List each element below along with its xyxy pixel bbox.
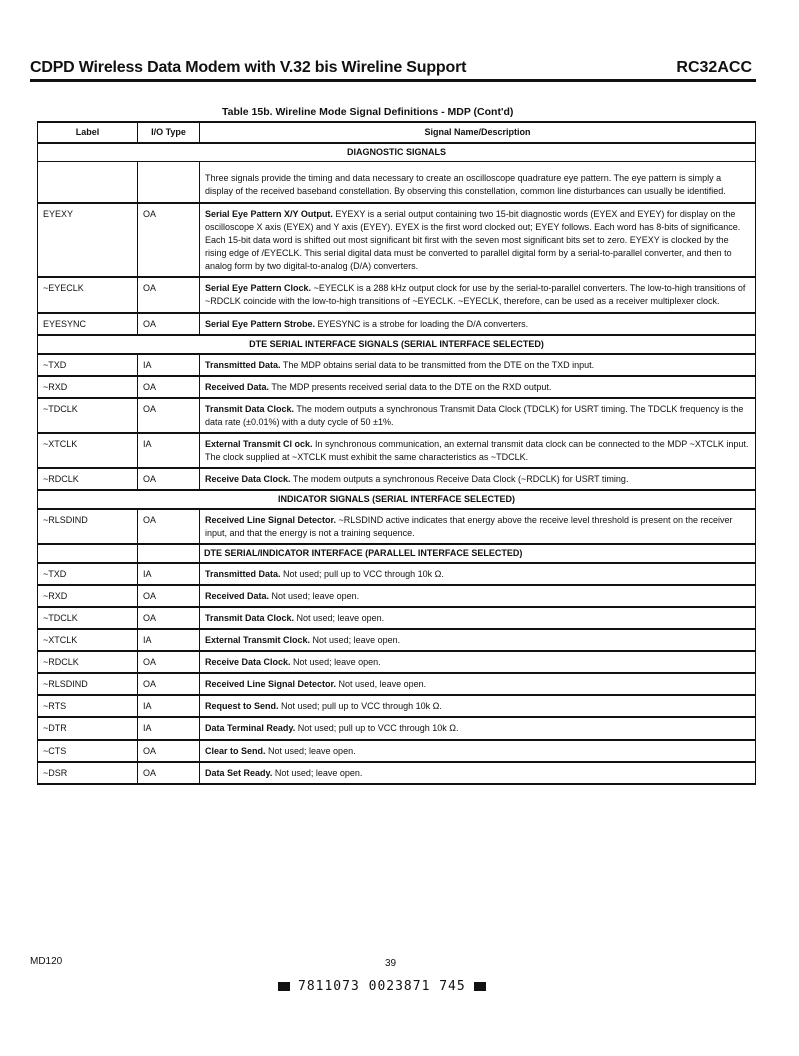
- signal-io-type: OA: [138, 509, 200, 544]
- signal-io-type: OA: [138, 762, 200, 784]
- signal-row: [38, 398, 756, 433]
- signal-row: [38, 607, 756, 629]
- signal-label: ~RDCLK: [38, 651, 138, 673]
- document-title: CDPD Wireless Data Modem with V.32 bis Wireline Support: [30, 59, 467, 76]
- signal-io-type: IA: [138, 433, 200, 468]
- section-heading-parallel: DTE SERIAL/INDICATOR INTERFACE (PARALLEL INTERFACE SELECTED): [200, 544, 756, 563]
- signal-io-type: OA: [138, 651, 200, 673]
- empty-cell: [138, 162, 200, 204]
- signal-description: Not used; leave open.: [265, 745, 356, 756]
- section-row-dte-serial: [38, 335, 756, 354]
- signal-io-type: IA: [138, 563, 200, 585]
- signal-io-type: OA: [138, 585, 200, 607]
- section-heading-diagnostic: DIAGNOSTIC SIGNALS: [38, 143, 756, 162]
- signal-description: The MDP obtains serial data to be transmitted from the DTE on the TXD input.: [280, 359, 595, 370]
- signal-name: Received Data.: [205, 591, 270, 602]
- empty-cell: [38, 162, 138, 204]
- signal-label: ~RLSDIND: [38, 509, 138, 544]
- signal-io-type: OA: [138, 203, 200, 277]
- signal-name: Data Terminal Ready.: [205, 723, 296, 734]
- signal-description: ~EYECLK is a 288 kHz output clock for use by the serial-to-parallel converters. The low-to-high transitions of ~RDCLK coincide with the low-to-high transitions of ~EYECLK. ~EYECLK, therefore, can be used as a receiver multiplexer clock.: [205, 283, 746, 307]
- signal-row: [38, 354, 756, 376]
- signal-name: Data Set Ready.: [205, 767, 273, 778]
- signal-name: External Transmit Clock.: [205, 635, 311, 646]
- barcode-text: 7811073 0023871 745: [298, 979, 466, 994]
- signal-label: ~RLSDIND: [38, 673, 138, 695]
- signal-row: [38, 629, 756, 651]
- signal-description: ~RLSDIND active indicates that energy above the receive level threshold is present on the receiver input, and that the energy is not a training sequence.: [205, 514, 733, 539]
- signal-description-cell: [200, 398, 756, 433]
- signal-description-cell: [200, 313, 756, 335]
- signal-io-type: OA: [138, 468, 200, 490]
- signal-label: ~TXD: [38, 354, 138, 376]
- signal-name: Serial Eye Pattern Clock.: [205, 283, 312, 294]
- signal-label: ~DTR: [38, 717, 138, 739]
- signal-row: [38, 740, 756, 762]
- section-row-indicator: [38, 490, 756, 509]
- signal-description-cell: [200, 740, 756, 762]
- diagnostic-intro-text: Three signals provide the timing and data necessary to create an oscilloscope quadrature eye pattern. The eye pattern is simply a display of the received baseband constellation. By observing this constellation, common line disturbances can usually be identified.: [200, 162, 756, 204]
- signal-io-type: OA: [138, 607, 200, 629]
- section-heading-indicator: INDICATOR SIGNALS (SERIAL INTERFACE SELECTED): [38, 490, 756, 509]
- signal-description-cell: [200, 277, 756, 312]
- signal-label: ~TDCLK: [38, 607, 138, 629]
- signal-name: Receive Data Clock.: [205, 657, 291, 668]
- signal-description: The MDP presents received serial data to the DTE on the RXD output.: [269, 381, 552, 392]
- signal-row: [38, 509, 756, 544]
- signal-label: ~XTCLK: [38, 433, 138, 468]
- signal-name: Serial Eye Pattern Strobe.: [205, 318, 316, 329]
- signal-description: Not used, leave open.: [336, 679, 427, 690]
- signal-name: Transmit Data Clock.: [205, 613, 295, 624]
- signal-description-cell: [200, 695, 756, 717]
- signal-description: EYESYNC is a strobe for loading the D/A converters.: [315, 318, 529, 329]
- barcode-mark-right: [474, 982, 486, 991]
- signal-name: Transmitted Data.: [205, 359, 281, 370]
- signal-row: [38, 585, 756, 607]
- signal-description: Not used; pull up to VCC through 10k Ω.: [280, 569, 444, 580]
- signal-row: [38, 468, 756, 490]
- signal-description: Not used; leave open.: [290, 657, 381, 668]
- signal-label: EYEXY: [38, 203, 138, 277]
- signal-row: [38, 376, 756, 398]
- signal-definitions-table: [37, 121, 756, 785]
- signal-row: [38, 695, 756, 717]
- signal-description: Not used; leave open.: [294, 613, 385, 624]
- column-header-label: Label: [38, 122, 138, 143]
- signal-label: ~TDCLK: [38, 398, 138, 433]
- signal-label: ~RTS: [38, 695, 138, 717]
- signal-name: Clear to Send.: [205, 745, 266, 756]
- signal-description: Not used; leave open.: [310, 635, 401, 646]
- signal-description-cell: [200, 509, 756, 544]
- signal-label: ~TXD: [38, 563, 138, 585]
- signal-row: [38, 673, 756, 695]
- signal-name: Received Line Signal Detector.: [205, 514, 337, 525]
- signal-label: ~RXD: [38, 585, 138, 607]
- signal-name: Transmit Data Clock.: [205, 403, 295, 414]
- barcode: [270, 979, 494, 994]
- signal-description-cell: [200, 203, 756, 277]
- signal-io-type: IA: [138, 354, 200, 376]
- signal-name: Serial Eye Pattern X/Y Output.: [205, 209, 333, 220]
- signal-io-type: IA: [138, 695, 200, 717]
- signal-description-cell: [200, 468, 756, 490]
- signal-name: Received Line Signal Detector.: [205, 679, 337, 690]
- column-header-description: Signal Name/Description: [200, 122, 756, 143]
- signal-description-cell: [200, 651, 756, 673]
- signal-label: ~RXD: [38, 376, 138, 398]
- part-number: RC32ACC: [676, 59, 752, 76]
- signal-description-cell: [200, 433, 756, 468]
- section-heading-dte-serial: DTE SERIAL INTERFACE SIGNALS (SERIAL INTERFACE SELECTED): [38, 335, 756, 354]
- column-header-io-type: I/O Type: [138, 122, 200, 143]
- signal-row: [38, 313, 756, 335]
- document-code: MD120: [30, 956, 63, 967]
- empty-cell: [138, 544, 200, 563]
- signal-row: [38, 762, 756, 784]
- signal-description: EYEXY is a serial output containing two 15-bit diagnostic words (EYEX and EYEY) for display on the oscilloscope X axis (EYEX) and Y axis (EYEY). EYEX is the first word clocked out; EYEY follows. Each word has 8-bits of significance. Each 15-bit data word is shifted out most significant bit first with the seven most significant bits set to zero. EYEXY is clocked by the rising edge of /EYECLK. This serial digital data must be converted to parallel digital form by a serial-to-parallel converter, and then to analog form by two digital-to-analog (D/A) converters.: [205, 209, 741, 272]
- signal-row: [38, 203, 756, 277]
- signal-row: [38, 433, 756, 468]
- page-number: 39: [385, 958, 397, 969]
- barcode-mark-left: [278, 982, 290, 991]
- table-title: Table 15b. Wireline Mode Signal Definitions - MDP (Cont'd): [222, 106, 514, 118]
- signal-label: ~RDCLK: [38, 468, 138, 490]
- signal-label: EYESYNC: [38, 313, 138, 335]
- signal-name: External Transmit Cl ock.: [205, 438, 313, 449]
- signal-io-type: OA: [138, 398, 200, 433]
- signal-name: Receive Data Clock.: [205, 473, 291, 484]
- signal-description: The modem outputs a synchronous Transmit Data Clock (TDCLK) for USRT timing. The TDCLK frequency is the data rate (±0.01%) with a duty cycle of 50 ±1%.: [205, 403, 744, 427]
- signal-io-type: OA: [138, 277, 200, 312]
- signal-description: In synchronous communication, an external transmit data clock can be connected to the MDP ~XTCLK input. The clock supplied at ~XTCLK must exhibit the same characteristics as ~TDCLK.: [205, 438, 749, 462]
- signal-row: [38, 277, 756, 312]
- signal-name: Received Data.: [205, 381, 270, 392]
- signal-description-cell: [200, 673, 756, 695]
- page-header: [30, 57, 756, 82]
- signal-row: [38, 563, 756, 585]
- signal-description-cell: [200, 762, 756, 784]
- signal-description-cell: [200, 376, 756, 398]
- signal-description: The modem outputs a synchronous Receive Data Clock (~RDCLK) for USRT timing.: [290, 473, 629, 484]
- signal-description: Not used; pull up to VCC through 10k Ω.: [278, 701, 442, 712]
- signal-row: [38, 651, 756, 673]
- section-row-parallel: [38, 544, 756, 563]
- signal-io-type: IA: [138, 717, 200, 739]
- signal-row: [38, 717, 756, 739]
- signal-name: Request to Send.: [205, 701, 279, 712]
- signal-io-type: OA: [138, 673, 200, 695]
- table-header-row: [38, 122, 756, 143]
- empty-cell: [38, 544, 138, 563]
- signal-io-type: OA: [138, 376, 200, 398]
- signal-description-cell: [200, 717, 756, 739]
- signal-label: ~EYECLK: [38, 277, 138, 312]
- signal-description-cell: [200, 585, 756, 607]
- signal-io-type: OA: [138, 740, 200, 762]
- signal-io-type: OA: [138, 313, 200, 335]
- signal-description-cell: [200, 563, 756, 585]
- diagnostic-intro-row: [38, 162, 756, 204]
- signal-label: ~XTCLK: [38, 629, 138, 651]
- signal-description: Not used; leave open.: [272, 767, 363, 778]
- signal-label: ~CTS: [38, 740, 138, 762]
- signal-description: Not used; pull up to VCC through 10k Ω.: [295, 723, 459, 734]
- signal-description-cell: [200, 354, 756, 376]
- signal-description-cell: [200, 629, 756, 651]
- signal-description-cell: [200, 607, 756, 629]
- signal-name: Transmitted Data.: [205, 569, 281, 580]
- signal-description: Not used; leave open.: [269, 591, 360, 602]
- section-row-diagnostic: [38, 143, 756, 162]
- signal-io-type: IA: [138, 629, 200, 651]
- signal-label: ~DSR: [38, 762, 138, 784]
